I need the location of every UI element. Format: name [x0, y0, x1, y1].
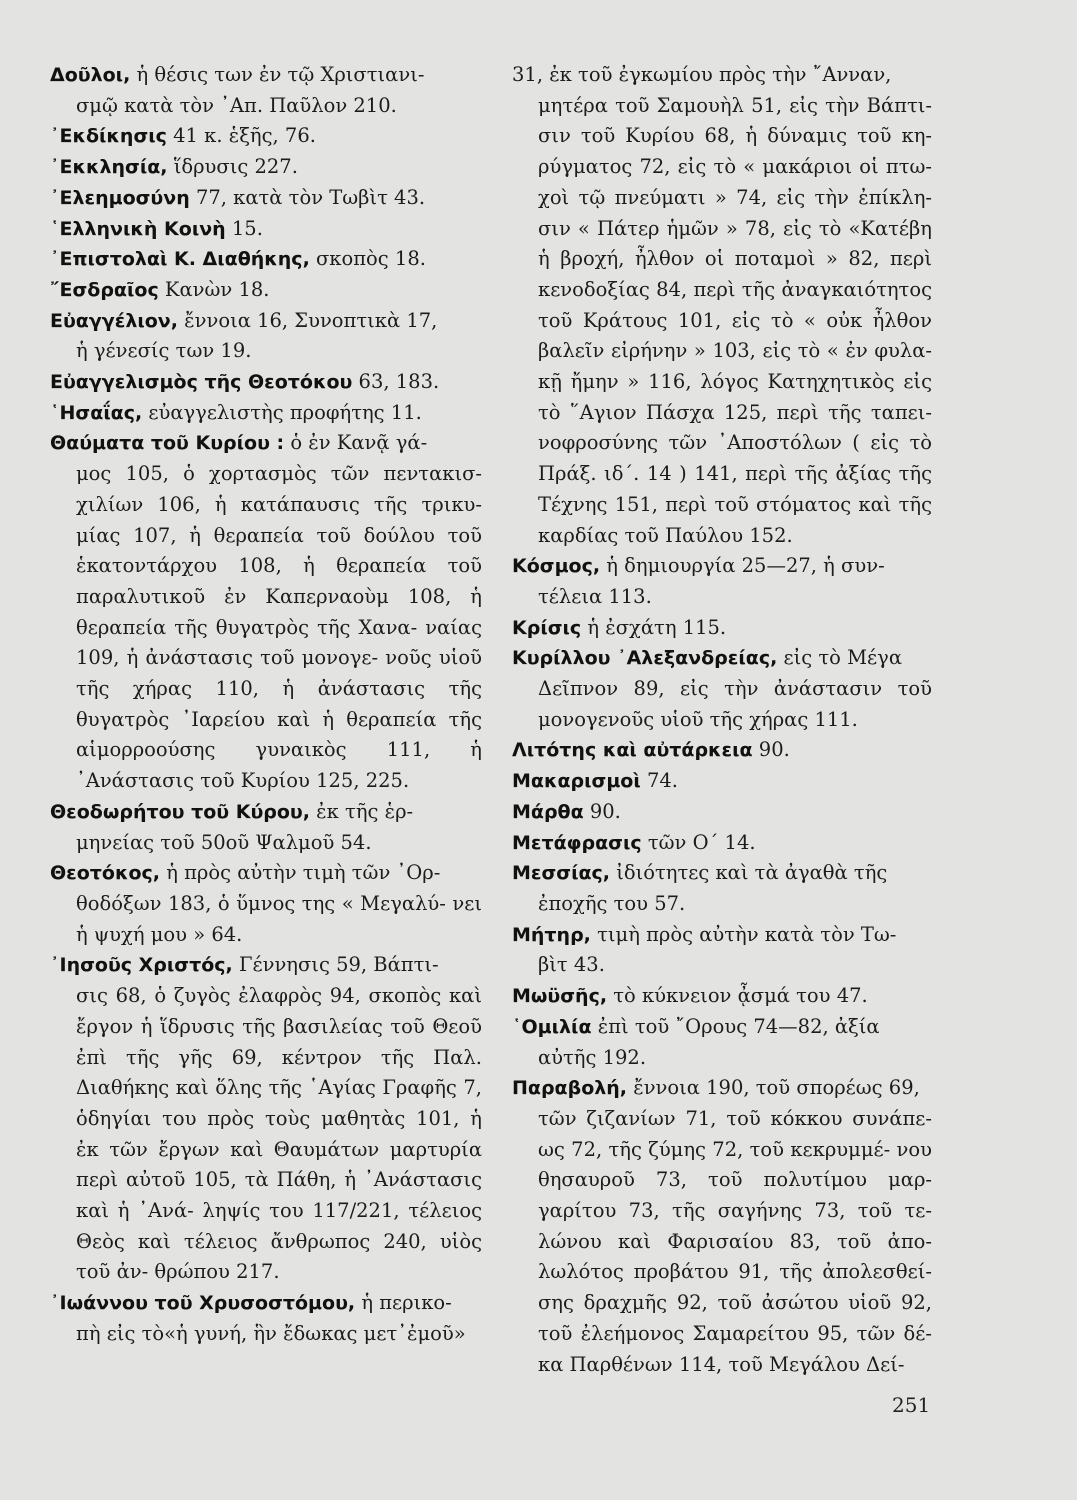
- entry-continuation: ἐποχῆς του 57.: [538, 891, 686, 915]
- entry-text: τῶν Ο΄ 14.: [641, 830, 756, 854]
- entry-text: ἵδρυσις 227.: [167, 155, 298, 179]
- index-entry: [50, 183, 482, 214]
- entry-continuation: τέλεια 113.: [538, 584, 652, 608]
- entry-headword: Μάρθα: [512, 800, 584, 823]
- entry-text: εὐαγγελιστὴς προφήτης 11.: [142, 400, 422, 424]
- index-entry: [512, 797, 932, 828]
- entry-text: 77, κατὰ τὸν Τωβὶτ 43.: [189, 185, 426, 209]
- index-entry: [512, 613, 932, 644]
- index-entry: [512, 828, 932, 859]
- entry-headword: ῎Εσδραῖος: [50, 278, 159, 301]
- entry-headword: ᾿Εκκλησία,: [50, 156, 168, 179]
- entry-continuation: μητέρα τοῦ Σαμουὴλ 51, εἰς τὴν Βάπτι- σιν τοῦ Κυρίου 68, ἡ δύναμις τοῦ κη- ρύγματος 72, εἰς τὸ « μακάριοι οἱ πτω- χοὶ τῷ πνεύματι » 74, εἰς τὴν ἐπίκλη- σιν « Πάτερ ἡμῶν » 78, εἰς τὸ «Κατέβη ἡ βροχή, ἦλθον οἱ ποταμοὶ » 82, περὶ κενοδοξίας 84, περὶ τῆς ἀναγκαιότητος τοῦ Κράτους 101, εἰς τὸ « οὐκ ἦλθον βαλεῖν εἰρήνην » 103, εἰς τὸ « ἐν φυλα- κῇ ἤμην » 116, λόγος Κατηχητικὸς εἰς τὸ ῞Αγιον Πάσχα 125, περὶ τῆς ταπει- νοφροσύνης τῶν ᾿Αποστόλων ( εἰς τὸ Πράξ. ιδ΄. 14 ) 141, περὶ τῆς ἀξίας τῆς Τέχνης 151, περὶ τοῦ στόματος καὶ τῆς καρδίας τοῦ Παύλου 152.: [538, 93, 932, 547]
- left-column: [50, 60, 482, 1350]
- index-entry: [512, 551, 932, 612]
- entry-headword: Μετάφρασις: [512, 831, 642, 854]
- index-entry: [512, 1012, 932, 1073]
- index-entry: [512, 1073, 932, 1380]
- entry-headword: ᾿Επιστολαὶ Κ. Διαθήκης,: [50, 248, 310, 271]
- entry-text: Γέννησις 59, Βάπτι-: [232, 953, 439, 977]
- entry-text: 74.: [640, 769, 678, 793]
- index-entry: [50, 214, 482, 245]
- entry-text: ἡ θέσις των ἐν τῷ Χριστιανι-: [130, 63, 425, 86]
- entry-headword: Παραβολή,: [512, 1077, 628, 1100]
- entry-headword: Λιτότης καὶ αὐτάρκεια: [512, 739, 753, 762]
- entry-headword: ᾿Εκδίκησις: [50, 125, 167, 148]
- entry-text: ἰδιότητες καὶ τὰ ἀγαθὰ τῆς: [610, 861, 888, 885]
- index-entry: [50, 367, 482, 398]
- entry-headword: Θεοτόκος,: [50, 862, 160, 885]
- entry-text: ἡ ἐσχάτη 115.: [581, 615, 727, 639]
- right-column: [512, 60, 932, 1380]
- entry-text: ἔννοια 16, Συνοπτικὰ 17,: [177, 308, 438, 332]
- entry-headword: Μήτηρ,: [512, 923, 591, 946]
- entry-continuation: ἡ γένεσίς των 19.: [76, 339, 252, 363]
- entry-headword: ῾Ομιλία: [512, 1015, 592, 1038]
- entry-headword: Μωϋσῆς,: [512, 985, 608, 1008]
- entry-text: εἰς τὸ Μέγα: [777, 646, 902, 670]
- entry-headword: Κρίσις: [512, 616, 582, 639]
- entry-text: 41 κ. ἑξῆς, 76.: [166, 124, 316, 148]
- entry-text: 90.: [752, 738, 790, 762]
- entry-text: 63, 183.: [352, 370, 440, 394]
- entry-text: σκοπὸς 18.: [309, 247, 426, 271]
- entry-continuation: θοδόξων 183, ὁ ὕμνος της « Μεγαλύ- νει ἡ ψυχή μου » 64.: [76, 891, 482, 946]
- entry-continuation: πὴ εἰς τὸ«ἡ γυνή, ἣν ἔδωκας μετ᾿ἐμοῦ»: [76, 1321, 466, 1345]
- index-entry: [512, 735, 932, 766]
- index-entry: [512, 858, 932, 919]
- index-entry: [50, 858, 482, 950]
- entry-continuation: βὶτ 43.: [538, 953, 605, 977]
- index-entry: [50, 398, 482, 429]
- entry-text: ἡ πρὸς αὐτὴν τιμὴ τῶν ᾿Ορ-: [160, 861, 441, 885]
- index-entry: [512, 643, 932, 735]
- entry-headword: Κόσμος,: [512, 555, 601, 578]
- entry-continuation: Δεῖπνον 89, εἰς τὴν ἀνάστασιν τοῦ μονογενοῦς υἱοῦ τῆς χήρας 111.: [538, 677, 932, 731]
- index-entry: [50, 797, 482, 858]
- entry-text: τὸ κύκνειον ᾆσμά του 47.: [607, 984, 868, 1008]
- entry-text: ἐπὶ τοῦ ῎Ορους 74—82, ἀξία: [591, 1014, 880, 1038]
- entry-text: 90.: [583, 799, 621, 823]
- entry-text: τιμὴ πρὸς αὐτὴν κατὰ τὸν Τω-: [590, 922, 897, 946]
- entry-headword: Μεσσίας,: [512, 862, 611, 885]
- entry-headword: Μακαρισμοὶ: [512, 770, 641, 793]
- page-number: 251: [892, 1393, 931, 1417]
- entry-text: ἐκ τῆς ἑρ-: [309, 799, 414, 823]
- entry-headword: ῾Ελληνικὴ Κοινὴ: [50, 217, 226, 240]
- index-entry: [50, 950, 482, 1288]
- entry-headword: Κυρίλλου ᾿Αλεξανδρείας,: [512, 647, 778, 670]
- index-entry: [50, 306, 482, 367]
- index-entry: [512, 60, 932, 551]
- entry-text: 15.: [225, 216, 263, 240]
- entry-headword: Θαύματα τοῦ Κυρίου :: [50, 432, 285, 455]
- entry-headword: Θεοδωρήτου τοῦ Κύρου,: [50, 800, 310, 823]
- index-entry: [512, 920, 932, 981]
- entry-headword: Εὐαγγέλιον,: [50, 309, 178, 332]
- entry-text: Κανὼν 18.: [158, 277, 270, 301]
- entry-headword: ᾿Ιησοῦς Χριστός,: [50, 954, 233, 977]
- entry-text: ἡ περικο-: [355, 1291, 452, 1315]
- entry-headword: ῾Ησαΐας,: [50, 401, 143, 424]
- index-entry: [50, 121, 482, 152]
- entry-headword: ᾿Ιωάννου τοῦ Χρυσοστόμου,: [50, 1292, 356, 1315]
- entry-continuation: μος 105, ὁ χορτασμὸς τῶν πεντακισ- χιλίων 106, ἡ κατάπαυσις τῆς τρικυ- μίας 107, ἡ θεραπεία τοῦ δούλου τοῦ ἑκατοντάρχου 108, ἡ θεραπεία τοῦ παραλυτικοῦ ἐν Καπερναοὺμ 108, ἡ θεραπεία τῆς θυγατρὸς τῆς Χανα- ναίας 109, ἡ ἀνάστασις τοῦ μονογε- νοῦς υἱοῦ τῆς χήρας 110, ἡ ἀνάστασις τῆς θυγατρὸς ᾿Ιαρείου καὶ ἡ θεραπεία τῆς αἱμορροούσης γυναικὸς 111, ἡ ᾿Ανάστασις τοῦ Κυρίου 125, 225.: [76, 462, 482, 793]
- index-entry: [50, 60, 482, 121]
- entry-continuation: τῶν ζιζανίων 71, τοῦ κόκκου συνάπε- ως 72, τῆς ζύμης 72, τοῦ κεκρυμμέ- νου θησαυροῦ 73, τοῦ πολυτίμου μαρ- γαρίτου 73, τῆς σαγήνης 73, τοῦ τε- λώνου καὶ Φαρισαίου 83, τοῦ ἀπο- λωλότος προβάτου 91, τῆς ἀπολεσθεί- σης δραχμῆς 92, τοῦ ἀσώτου υἱοῦ 92, τοῦ ἐλεήμονος Σαμαρείτου 95, τῶν δέ- κα Παρθένων 114, τοῦ Μεγάλου Δεί-: [538, 1106, 932, 1376]
- entry-continuation: μηνείας τοῦ 50οῦ Ψαλμοῦ 54.: [76, 830, 372, 854]
- entry-text: 31, ἐκ τοῦ ἐγκωμίου πρὸς τὴν ῎Ανναν,: [512, 63, 892, 86]
- entry-headword: Δοῦλοι,: [50, 64, 131, 86]
- entry-continuation: αὐτῆς 192.: [538, 1045, 647, 1069]
- entry-text: ἡ δημιουργία 25—27, ἡ συν-: [600, 554, 885, 578]
- index-entry: [50, 1288, 482, 1349]
- entry-headword: ᾿Ελεημοσύνη: [50, 186, 190, 209]
- index-entry: [50, 244, 482, 275]
- entry-text: ὁ ἐν Κανᾷ γά-: [284, 431, 428, 455]
- entry-continuation: σις 68, ὁ ζυγὸς ἐλαφρὸς 94, σκοπὸς καὶ ἔργον ἡ ἵδρυσις τῆς βασιλείας τοῦ Θεοῦ ἐπὶ τῆς γῆς 69, κέντρον τῆς Παλ. Διαθήκης καὶ ὅλης τῆς ῾Αγίας Γραφῆς 7, ὁδηγίαι του πρὸς τοὺς μαθητὰς 101, ἡ ἐκ τῶν ἔργων καὶ Θαυμάτων μαρτυρία περὶ αὐτοῦ 105, τὰ Πάθη, ἡ ᾿Ανάστασις καὶ ἡ ᾿Ανά- ληψίς του 117/221, τέλειος Θεὸς καὶ τέλειος ἄνθρωπος 240, υἱὸς τοῦ ἀν- θρώπου 217.: [76, 984, 482, 1284]
- index-entry: [512, 766, 932, 797]
- index-entry: [512, 981, 932, 1012]
- index-entry: [50, 428, 482, 796]
- index-entry: [50, 152, 482, 183]
- entry-continuation: σμῷ κατὰ τὸν ᾿Απ. Παῦλον 210.: [76, 93, 397, 117]
- entry-text: ἔννοια 190, τοῦ σπορέως 69,: [627, 1076, 920, 1100]
- index-entry: [50, 275, 482, 306]
- entry-headword: Εὐαγγελισμὸς τῆς Θεοτόκου: [50, 371, 353, 394]
